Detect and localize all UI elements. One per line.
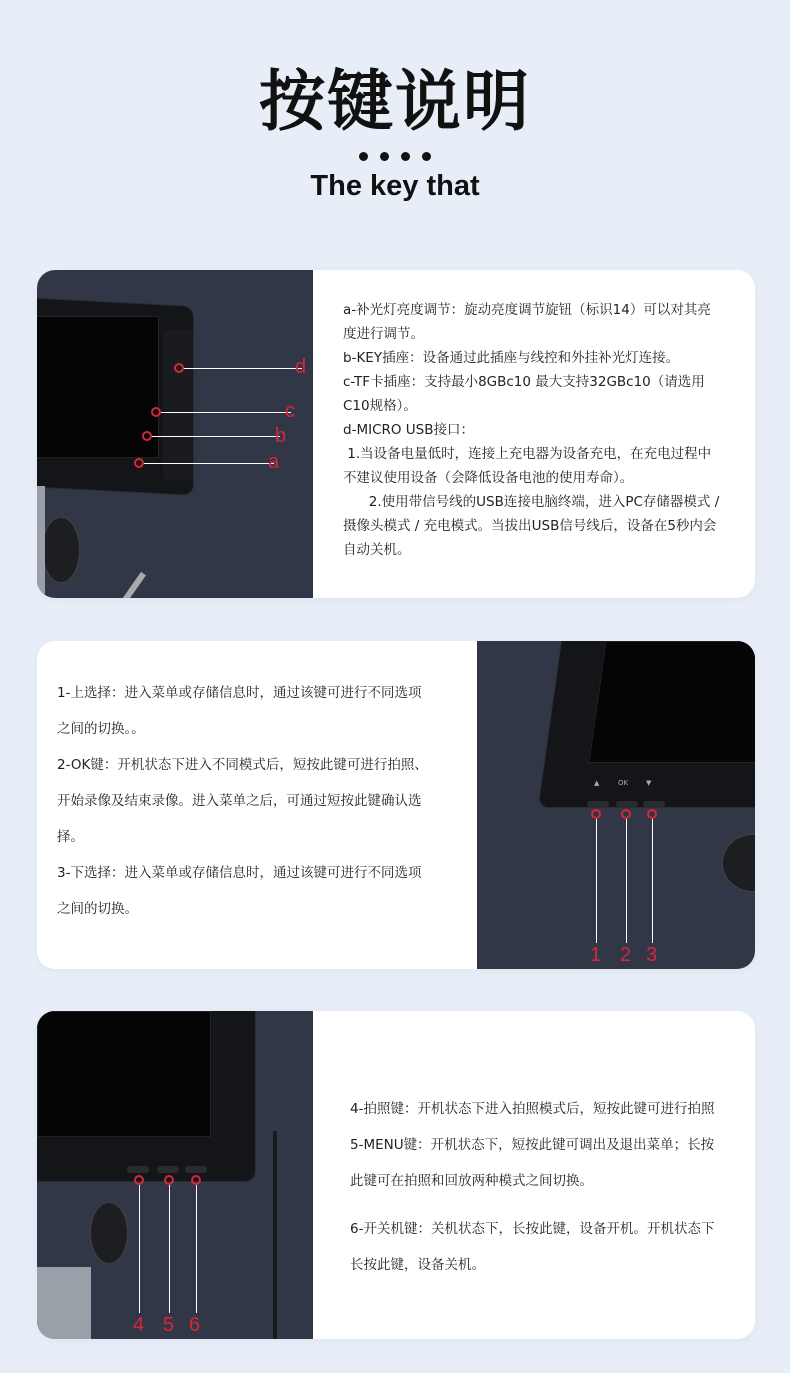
ok-button	[616, 801, 638, 808]
key-6-label: 6	[189, 1314, 201, 1336]
monitor-screen	[37, 316, 159, 458]
menu-button	[157, 1166, 179, 1173]
key-4-marker	[134, 1175, 144, 1185]
text-line: 开始录像及结束录像。进入菜单之后，可通过短按此键确认选	[57, 793, 422, 809]
port-d-marker	[174, 363, 184, 373]
card-navigation-keys	[37, 641, 755, 969]
device-front-photo	[37, 1011, 313, 1339]
text-line: 不建议使用设备（会降低设备电池的使用寿命）。	[343, 470, 634, 486]
text-line: 1.当设备电量低时，连接上充电器为设备充电，在充电过程中	[343, 446, 712, 462]
port-d-label: d	[295, 356, 307, 378]
monitor-screen	[588, 641, 755, 763]
text-line: b-KEY插座：设备通过此插座与线控和外挂补光灯连接。	[343, 350, 680, 366]
port-b-label: b	[275, 425, 287, 447]
text-line: a-补光灯亮度调节：旋动亮度调节旋钮（标识14）可以对其亮	[343, 302, 711, 318]
port-c-leader-line	[161, 412, 291, 413]
text-line: 1-上选择：进入菜单或存储信息时，通过该键可进行不同选项	[57, 685, 422, 701]
port-b-leader-line	[152, 436, 280, 437]
photo-button	[127, 1166, 149, 1173]
key-5-marker	[164, 1175, 174, 1185]
up-button	[587, 801, 609, 808]
focus-knob	[89, 1201, 129, 1265]
key-3-label: 3	[646, 944, 658, 966]
page-title: 按键说明	[259, 63, 531, 140]
key-5-leader-line	[169, 1185, 170, 1313]
power-button	[185, 1166, 207, 1173]
key-1-marker	[591, 809, 601, 819]
device-side-photo	[37, 270, 313, 598]
text-line: 3-下选择：进入菜单或存储信息时，通过该键可进行不同选项	[57, 865, 422, 881]
key-3-marker	[647, 809, 657, 819]
down-icon: ▼	[646, 779, 652, 787]
usb-cable	[273, 1131, 277, 1339]
key-6-marker	[191, 1175, 201, 1185]
text-line: 择。	[57, 829, 84, 845]
port-a-leader-line	[144, 463, 274, 464]
card-function-keys	[37, 1011, 755, 1339]
key-2-leader-line	[626, 819, 627, 943]
monitor-screen	[37, 1011, 211, 1137]
text-line: 摄像头模式 / 充电模式。当拔出USB信号线后，设备在5秒内会	[343, 518, 717, 534]
port-c-marker	[151, 407, 161, 417]
key-3-leader-line	[652, 819, 653, 943]
ok-icon: OK	[618, 779, 629, 787]
key-4-leader-line	[139, 1185, 140, 1313]
port-c-label: c	[285, 400, 295, 422]
text-line: 5-MENU键：开机状态下，短按此键可调出及退出菜单；长按	[350, 1137, 715, 1153]
navigation-keys-description	[57, 675, 467, 927]
key-2-label: 2	[620, 944, 632, 966]
port-d-leader-line	[184, 368, 302, 369]
title-dots-divider	[0, 146, 790, 165]
up-icon: ▲	[594, 779, 600, 787]
port-a-marker	[134, 458, 144, 468]
text-line: 2.使用带信号线的USB连接电脑终端，进入PC存储器模式 /	[343, 494, 720, 510]
card-ports	[37, 270, 755, 598]
focus-knob	[41, 516, 81, 584]
text-line: 2-OK键：开机状态下进入不同模式后，短按此键可进行拍照、	[57, 757, 428, 773]
text-line: 度进行调节。	[343, 326, 424, 342]
device-front-photo	[477, 641, 755, 969]
key-2-marker	[621, 809, 631, 819]
key-5-label: 5	[163, 1314, 175, 1336]
key-6-leader-line	[196, 1185, 197, 1313]
gooseneck-light	[118, 572, 146, 598]
text-line: 此键可在拍照和回放两种模式之间切换。	[350, 1173, 593, 1189]
focus-knob	[721, 833, 755, 893]
text-line: C10规格）。	[343, 398, 417, 414]
text-line: d-MICRO USB接口：	[343, 422, 475, 438]
stand-base	[37, 1267, 91, 1339]
key-1-label: 1	[590, 944, 602, 966]
text-line: 之间的切换。。	[57, 721, 145, 737]
stand-rail	[37, 486, 45, 598]
function-keys-description	[350, 1091, 746, 1283]
page-subtitle: The key that	[310, 170, 480, 202]
down-button	[643, 801, 665, 808]
text-line: 4-拍照键：开机状态下进入拍照模式后，短按此键可进行拍照	[350, 1101, 715, 1117]
port-b-marker	[142, 431, 152, 441]
port-a-label: a	[268, 451, 280, 473]
side-panel	[163, 330, 193, 480]
text-line: 6-开关机键：关机状态下，长按此键，设备开机。开机状态下	[350, 1221, 715, 1237]
key-1-leader-line	[596, 819, 597, 943]
key-4-label: 4	[133, 1314, 145, 1336]
text-line: 之间的切换。	[57, 901, 138, 917]
text-line: 长按此键，设备关机。	[350, 1257, 485, 1273]
text-line: 自动关机。	[343, 542, 411, 558]
ports-description	[343, 298, 743, 562]
text-line: c-TF卡插座：支持最小8GBc10 最大支持32GBc10（请选用	[343, 374, 705, 390]
